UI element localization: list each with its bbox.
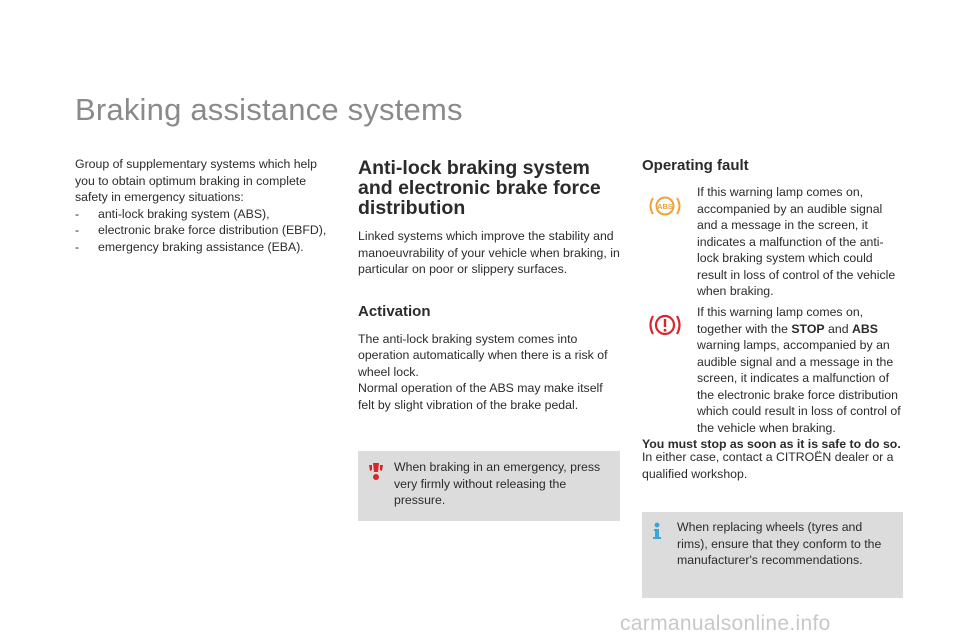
abs-label: ABS — [851, 321, 878, 336]
activation-heading: Activation — [358, 303, 431, 320]
abs-text: Linked systems which improve the stability and manoeuvrability of your vehicle when braking, in particular on poor or slippery surfaces. — [358, 229, 620, 276]
list-item: - anti-lock braking system (ABS), — [75, 206, 340, 223]
emergency-note — [358, 451, 620, 521]
abs-warning-lamp-icon — [647, 194, 683, 223]
operating-fault-section — [642, 158, 904, 185]
stop-warning-text: You must stop as soon as it is safe to do so. — [642, 437, 901, 451]
brake-fault-text: If this warning lamp comes on, together with the STOP and ABS warning lamps, accompanied by an audible signal and a message in the screen, it indicates a malfunction of the electronic brake force distribution which could result in loss of control of the vehicle when braking. — [697, 305, 901, 435]
svg-text:ABS: ABS — [657, 202, 673, 211]
intro-text: Group of supplementary systems which help you to obtain optimum braking in complete safety in emergency situations: — [75, 157, 317, 204]
intro-section — [75, 156, 340, 255]
abs-heading: Anti-lock braking system and electronic brake force distribution — [358, 157, 601, 219]
abs-fault-text: If this warning lamp comes on, accompanied by an audible signal and a message in the screen, it indicates a malfunction of the anti-lock braking system which could result in loss of control of the vehicle when braking. — [697, 185, 896, 298]
activation-section — [358, 304, 620, 413]
brake-warning-lamp-icon — [647, 312, 683, 343]
operating-fault-heading: Operating fault — [642, 157, 749, 174]
info-icon — [650, 522, 664, 545]
emergency-note-text: When braking in an emergency, press very firmly without releasing the pressure. — [394, 460, 601, 507]
contact-text: In either case, contact a CITROËN dealer or a qualified workshop. — [642, 450, 894, 481]
activation-para-1: The anti-lock braking system comes into operation automatically when there is a risk of wheel lock. — [358, 331, 608, 379]
activation-para-2: Normal operation of the ABS may make itself felt by slight vibration of the brake pedal. — [358, 381, 603, 412]
list-item: - emergency braking assistance (EBA). — [75, 239, 340, 256]
abs-fault-item — [642, 184, 904, 300]
systems-list — [75, 206, 340, 256]
page-title: Braking assistance systems — [75, 92, 463, 127]
abs-section — [358, 158, 620, 278]
brake-fault-item — [642, 304, 904, 453]
list-item: - electronic brake force distribution (EBFD), — [75, 222, 340, 239]
wheels-note — [642, 512, 903, 598]
wheels-note-text: When replacing wheels (tyres and rims), ensure that they conform to the manufacturer's recommendations. — [677, 520, 882, 567]
watermark: carmanualsonline.info — [620, 612, 831, 635]
stop-label: STOP — [791, 321, 825, 336]
exclamation-warning-icon — [366, 461, 386, 488]
